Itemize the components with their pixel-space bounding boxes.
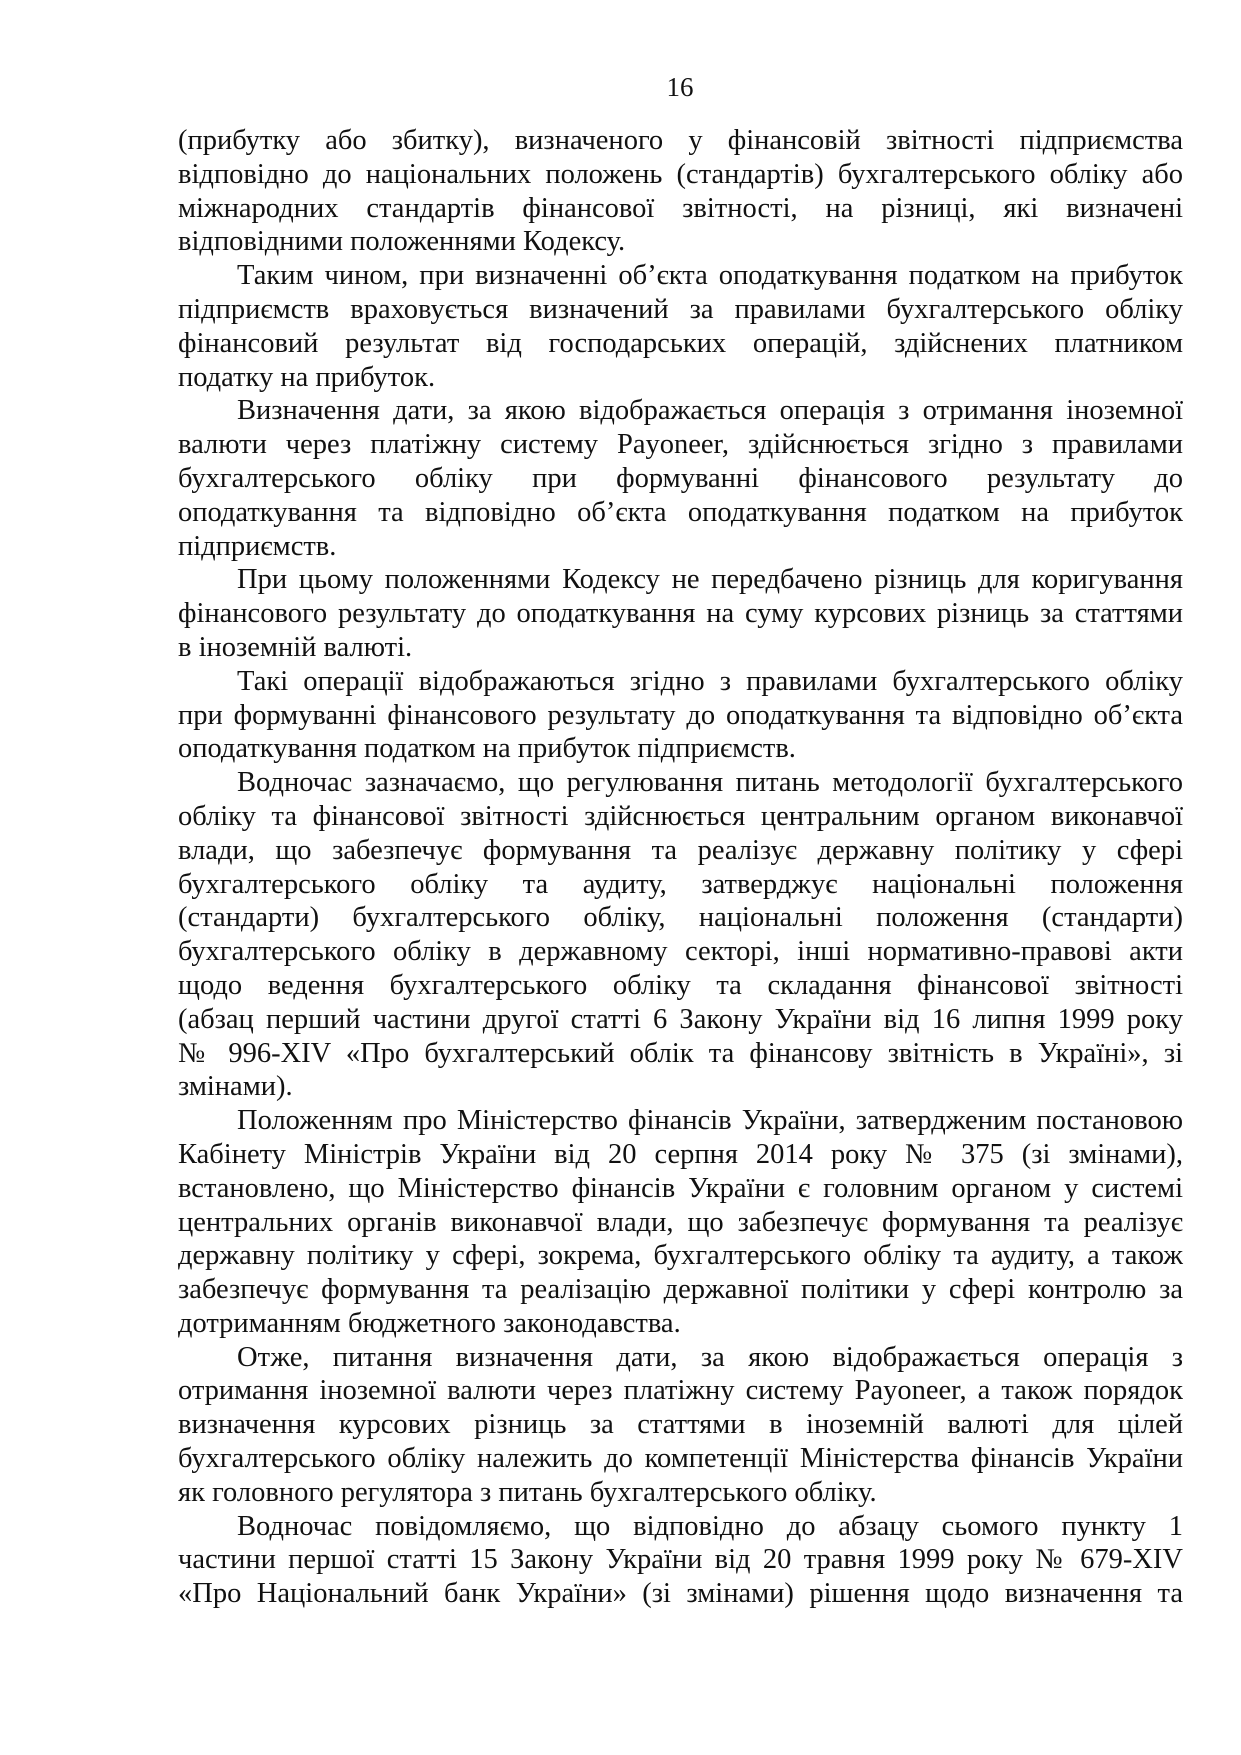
text-line: податку на прибуток. [178,361,436,393]
text-line: Кабінету Міністрів України від 20 серпня 2014 року № 375 (зі змінами), [178,1138,1183,1170]
text-line: Такі операції відображаються згідно з правилами бухгалтерського обліку [237,665,1183,697]
text-line: При цьому положеннями Кодексу не передбачено різниць для коригування [237,564,1183,596]
text-line: при формуванні фінансового результату до оподаткування та відповідно об’єкта [178,699,1183,731]
text-line: (абзац перший частини другої статті 6 Закону України від 16 липня 1999 року [178,1003,1183,1035]
text-line: бухгалтерського обліку та аудиту, затверджує національні положення [178,868,1183,900]
paragraph [178,1341,1183,1510]
text-line: (прибутку або збитку), визначеного у фінансовій звітності підприємства [178,125,1183,156]
text-line: визначення курсових різниць за статтями в іноземній валюті для цілей [178,1409,1183,1441]
text-line: Положенням про Міністерство фінансів України, затвердженим постановою [237,1105,1183,1137]
text-line: бухгалтерського обліку в державному секторі, інші нормативно-правові акти [178,936,1183,968]
text-line: державну політику у сфері, зокрема, бухгалтерського обліку та аудиту, а також [178,1240,1183,1272]
text-line: частини першої статті 15 Закону України від 20 травня 1999 року № 679-XIV [178,1544,1183,1576]
text-line: забезпечує формування та реалізацію державної політики у сфері контролю за [178,1274,1183,1306]
text-line: «Про Національний банк України» (зі змінами) рішення щодо визначення та [178,1578,1183,1610]
text-line: (стандарти) бухгалтерського обліку, національні положення (стандарти) [178,902,1183,934]
paragraph [178,1510,1183,1611]
text-line: отримання іноземної валюти через платіжну систему Payoneer, а також порядок [178,1375,1183,1407]
text-line: Визначення дати, за якою відображається операція з отримання іноземної [237,395,1183,427]
text-line: Отже, питання визначення дати, за якою відображається операція з [237,1341,1183,1373]
text-line: підприємств враховується визначений за правилами бухгалтерського обліку [178,293,1183,325]
text-line: як головного регулятора з питань бухгалтерського обліку. [178,1476,877,1508]
text-line: обліку та фінансової звітності здійснюється центральним органом виконавчої [178,800,1183,832]
text-line: в іноземній валюті. [178,631,413,663]
text-line: центральних органів виконавчої влади, що забезпечує формування та реалізує [178,1206,1183,1238]
paragraph [178,665,1183,766]
text-line: валюти через платіжну систему Payoneer, здійснюється згідно з правилами [178,429,1183,461]
text-line: Водночас повідомляємо, що відповідно до абзацу сьомого пункту 1 [237,1510,1183,1542]
text-line: відповідними положеннями Кодексу. [178,226,626,258]
text-line: встановлено, що Міністерство фінансів України є головним органом у системі [178,1172,1183,1204]
page-number: 16 [666,72,694,102]
text-line: фінансового результату до оподаткування на суму курсових різниць за статтями [178,598,1183,630]
text-line: влади, що забезпечує формування та реалізує державну політику у сфері [178,834,1183,866]
text-line: бухгалтерського обліку при формуванні фінансового результату до [178,462,1183,494]
text-line: оподаткування та відповідно об’єкта оподаткування податком на прибуток [178,496,1183,528]
text-line: фінансовий результат від господарських операцій, здійснених платником [178,327,1183,359]
text-line: оподаткування податком на прибуток підприємств. [178,733,796,765]
text-line: змінами). [178,1071,293,1103]
paragraph [178,124,1183,259]
text-line: дотриманням бюджетного законодавства. [178,1307,681,1339]
paragraph [178,563,1183,664]
text-line: відповідно до національних положень (стандартів) бухгалтерського обліку або [178,158,1183,190]
text-line: міжнародних стандартів фінансової звітності, на різниці, які визначені [178,192,1183,224]
paragraph [178,1104,1183,1341]
text-line: щодо ведення бухгалтерського обліку та складання фінансової звітності [178,969,1183,1001]
paragraph [178,259,1183,394]
text-line: Водночас зазначаємо, що регулювання питань методології бухгалтерського [237,767,1183,799]
text-line: Таким чином, при визначенні об’єкта оподаткування податком на прибуток [237,260,1183,292]
document-body [178,124,1183,1611]
paragraph [178,394,1183,563]
paragraph [178,766,1183,1104]
text-line: підприємств. [178,530,337,562]
text-line: № 996-XIV «Про бухгалтерський облік та фінансову звітність в Україні», зі [178,1037,1183,1069]
text-line: бухгалтерського обліку належить до компетенції Міністерства фінансів України [178,1443,1183,1475]
